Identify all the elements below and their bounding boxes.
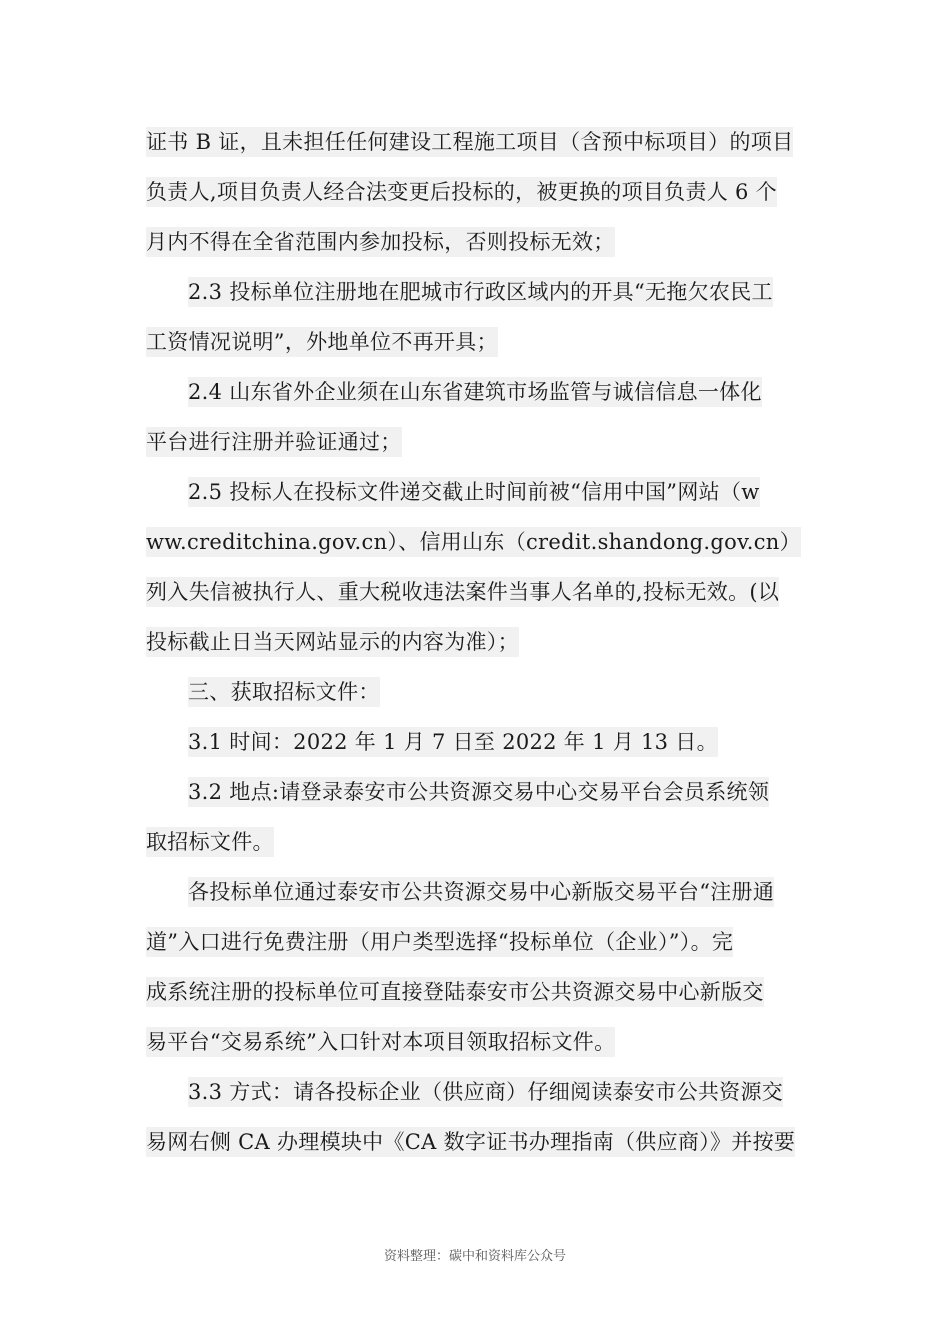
- section-heading: [146, 667, 806, 717]
- page-footer: 资料整理：碳中和资料库公众号: [383, 1249, 566, 1264]
- text-line: [146, 917, 806, 967]
- text-line: [146, 1017, 806, 1067]
- text-line-content: 列入失信被执行人、重大税收违法案件当事人名单的,投标无效。(以: [146, 577, 779, 607]
- text-line-content: 3.2 地点:请登录泰安市公共资源交易中心交易平台会员系统领: [188, 777, 769, 807]
- text-line: [146, 1117, 806, 1167]
- text-line-content: 易网右侧 CA 办理模块中《CA 数字证书办理指南（供应商）》并按要: [146, 1127, 795, 1157]
- text-line: [146, 117, 806, 167]
- text-line: [146, 867, 806, 917]
- document-body: [146, 117, 806, 1167]
- text-line: [146, 767, 806, 817]
- text-line-content: 2.3 投标单位注册地在肥城市行政区域内的开具“无拖欠农民工: [188, 277, 773, 307]
- text-line-content: 道”入口进行免费注册（用户类型选择“投标单位（企业）”）。完: [146, 927, 733, 957]
- text-line: [146, 417, 806, 467]
- text-line-content: 各投标单位通过泰安市公共资源交易中心新版交易平台“注册通: [188, 877, 774, 907]
- text-line-content: 2.4 山东省外企业须在山东省建筑市场监管与诚信信息一体化: [188, 377, 762, 407]
- text-line-content: 取招标文件。: [146, 827, 274, 857]
- text-line-content: 三、获取招标文件：: [188, 677, 380, 707]
- text-line-content: 成系统注册的投标单位可直接登陆泰安市公共资源交易中心新版交: [146, 977, 764, 1007]
- text-line: [146, 367, 806, 417]
- text-line: [146, 267, 806, 317]
- text-line: [146, 817, 806, 867]
- text-line-content: 月内不得在全省范围内参加投标，否则投标无效；: [146, 227, 615, 257]
- text-line: [146, 167, 806, 217]
- text-line: [146, 217, 806, 267]
- text-line: [146, 467, 806, 517]
- text-line-content: 证书 B 证，且未担任任何建设工程施工项目（含预中标项目）的项目: [146, 127, 793, 157]
- text-line-content: 3.3 方式：请各投标企业（供应商）仔细阅读泰安市公共资源交: [188, 1077, 783, 1107]
- text-line: [146, 1067, 806, 1117]
- text-line-content: 平台进行注册并验证通过；: [146, 427, 402, 457]
- text-line-content: 负责人,项目负责人经合法变更后投标的，被更换的项目负责人 6 个: [146, 177, 777, 207]
- text-line-content: 3.1 时间：2022 年 1 月 7 日至 2022 年 1 月 13 日。: [188, 727, 718, 757]
- text-line-content: 投标截止日当天网站显示的内容为准）；: [146, 627, 519, 657]
- text-line-content: 易平台“交易系统”入口针对本项目领取招标文件。: [146, 1027, 615, 1057]
- text-line: [146, 967, 806, 1017]
- text-line: [146, 617, 806, 667]
- text-line-content: ww.creditchina.gov.cn）、信用山东（credit.shandong.gov.cn）: [146, 527, 801, 557]
- text-line-content: 工资情况说明”，外地单位不再开具；: [146, 327, 498, 357]
- text-line: [146, 567, 806, 617]
- text-line: [146, 317, 806, 367]
- text-line-content: 2.5 投标人在投标文件递交截止时间前被“信用中国”网站（w: [188, 477, 760, 507]
- text-line: [146, 717, 806, 767]
- text-line: [146, 517, 806, 567]
